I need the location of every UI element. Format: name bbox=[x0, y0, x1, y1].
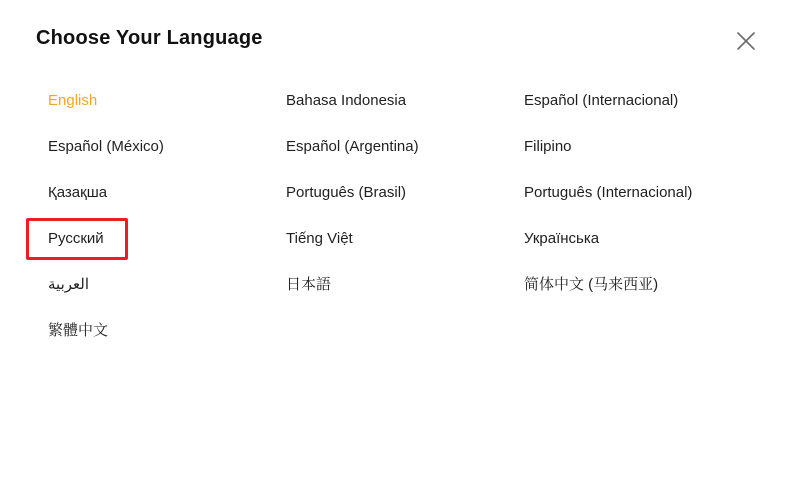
language-option-kazakh[interactable] bbox=[48, 170, 286, 216]
language-option-portugues-brasil[interactable] bbox=[286, 170, 524, 216]
language-option-english[interactable] bbox=[48, 78, 286, 124]
language-grid bbox=[0, 78, 795, 354]
language-option-japanese[interactable] bbox=[286, 262, 524, 308]
language-option-arabic[interactable] bbox=[48, 262, 286, 308]
language-label: Português (Internacional) bbox=[524, 184, 693, 201]
language-label: Русский bbox=[48, 230, 104, 247]
language-label: Українська bbox=[524, 230, 600, 247]
language-option-russian[interactable] bbox=[48, 216, 286, 262]
language-label: Tiếng Việt bbox=[286, 230, 353, 247]
dialog-header bbox=[0, 0, 795, 72]
language-label: Bahasa Indonesia bbox=[286, 92, 407, 109]
language-label: 简体中文 (马来西亚) bbox=[524, 276, 659, 293]
language-column-1 bbox=[48, 78, 286, 354]
language-label: العربية bbox=[48, 276, 89, 293]
language-label: Português (Brasil) bbox=[286, 184, 407, 201]
language-label: English bbox=[48, 92, 98, 109]
language-label: 日本語 bbox=[286, 276, 332, 293]
language-option-vietnamese[interactable] bbox=[286, 216, 524, 262]
language-label: Filipino bbox=[524, 138, 572, 155]
language-label: 繁體中文 bbox=[48, 322, 109, 339]
language-label: Қазақша bbox=[48, 184, 108, 201]
language-column-2 bbox=[286, 78, 524, 354]
language-option-ukrainian[interactable] bbox=[524, 216, 784, 262]
language-label: Español (México) bbox=[48, 138, 164, 155]
language-label: Español (Argentina) bbox=[286, 138, 419, 155]
language-option-simplified-chinese-malaysia[interactable] bbox=[524, 262, 784, 308]
language-option-filipino[interactable] bbox=[524, 124, 784, 170]
language-option-traditional-chinese[interactable] bbox=[48, 308, 286, 354]
page-title: Choose Your Language bbox=[36, 27, 263, 49]
close-icon[interactable] bbox=[733, 28, 759, 54]
language-column-3 bbox=[524, 78, 784, 354]
language-label: Español (Internacional) bbox=[524, 92, 679, 109]
language-option-espanol-internacional[interactable] bbox=[524, 78, 784, 124]
language-option-espanol-argentina[interactable] bbox=[286, 124, 524, 170]
language-option-espanol-mexico[interactable] bbox=[48, 124, 286, 170]
language-option-bahasa-indonesia[interactable] bbox=[286, 78, 524, 124]
language-option-portugues-internacional[interactable] bbox=[524, 170, 784, 216]
